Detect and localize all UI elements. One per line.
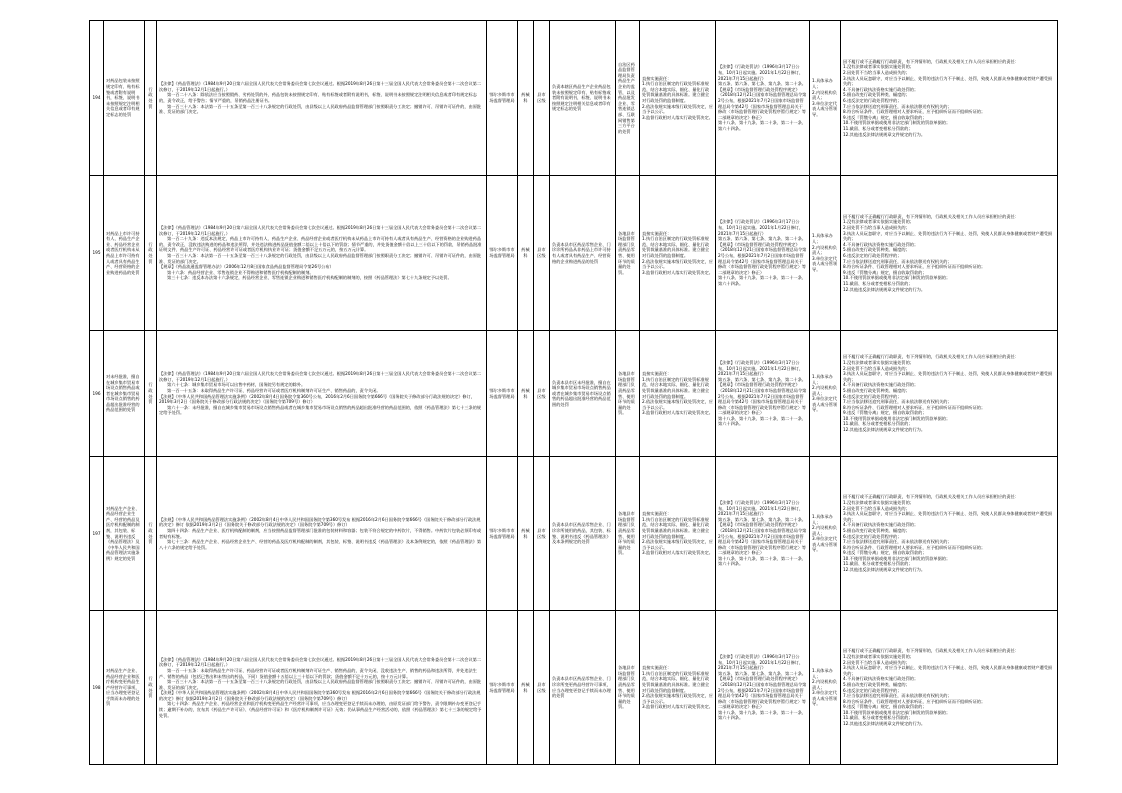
responsibility-items-text: 直接实施责任： 1.执行自治区制定的行政处罚标准规范，结合本地实际，细化、量化行政处罚裁量基准的具体标准。建立健全对行政处罚的监督制度。 2.依法依规实施本级行政处罚决定，应当予以公示。 3.监督行政相对人落实行政处罚决定。 — [642, 230, 713, 275]
implementing-subject-text: 鄂尔多斯市市场监督管理局 — [489, 247, 515, 258]
legal-basis-paragraph: 第七十三条：药品生产企业、药品经营企业生产、经营的药品及医疗机构配制的制剂，其包装、标签、说明书违反《药品管理法》及本条例规定的，依照《药品管理法》第八十六条的规定给予处罚。 — [159, 539, 482, 550]
row-number — [90, 611, 104, 765]
responsibility-items — [640, 457, 716, 611]
accountability-situations-text: 因不履行或不正确履行行政职责，有下列情形的，行政机关及相关工作人员应承担相应的责任： 1.没有法律或者事实依据实施处罚的； 2.因处罚不当给当事人造成损失的； 3.执法人员玩忽职守，对应当予以制止、处罚的违法行为不予制止、处罚，致使人民群众身体健康或者财产遭受损失的； 4.不具备行政执法资格实施行政处罚的； 5.擅自改变行政处罚种类、幅度的； 6.违反法定的行政处罚程序的； 7.应当依法移送追究刑事责任，而未依法移送有权机关的； 8.符合听证条件、行政管理相对人要求听证，应予组织听证而不组织听证的； 9.违反『罚缴分离』规定，擅自收取罚款的； 10.不使用罚款单据或使用非法定部门制发的罚款单据的； 11.截留、私分或者变相私分罚款的； 12.其他违反法律法规规章文件规定的行为。 — [843, 494, 1053, 573]
accountability-situations-text: 因不履行或不正确履行行政职责，有下列情形的，行政机关及相关工作人员应承担相应的责任： 1.没有法律或者事实依据实施处罚的； 2.因处罚不当给当事人造成损失的； 3.执法人员玩忽职守，对应当予以制止、处罚的违法行为不予制止、处罚，致使人民群众身体健康或者财产遭受损失的； 4.不具备行政执法资格实施行政处罚的； 5.擅自改变行政处罚种类、幅度的； 6.违反法定的行政处罚程序的； 7.应当依法移送追究刑事责任，而未依法移送有权机关的； 8.符合听证条件、行政管理相对人要求听证，应予组织听证而不组织听证的； 9.违反『罚缴分离』规定，擅自收取罚款的； 10.不使用罚款单据或使用非法定部门制发的罚款单据的； 11.截留、私分或者变相私分罚款的； 12.其他违反法律法规规章文件规定的行为。 — [843, 648, 1053, 727]
administrative-division — [616, 331, 640, 457]
legal-basis-paragraph: 【法规】《中华人民共和国药品管理法实施条例》（2002年8月4日中华人民共和国国务院令第360号发布 根据2016年2月6日国务院令第666号《国务院关于修改部分行政法规的决定》修订 依据2019年3月2日《国务院关于修改部分行政法规的决定》（国务院令第709号）修订） — [159, 690, 481, 701]
responsibility-items-text: 直接实施责任： 1.执行自治区制定的行政处罚标准规范，结合本地实际，细化、量化行政处罚裁量基准的具体标准。建立健全对行政处罚的监督制度。 2.依法依规实施本级行政处罚决定，应当予以公示。 3.监督行政相对人落实行政处罚决定。 — [642, 371, 713, 416]
table-row — [90, 457, 1058, 611]
administrative-division-text: 各地县市场监督管理部门负责药品零售、使用环节的质量的处罚。 — [618, 230, 635, 275]
duty-scope — [550, 21, 616, 176]
legal-basis-paragraph: 第一百三十八条：本法第一百一十五条至第一百三十八条规定的行政处罚，由县级以上人民政府药品监督管理部门按照职责分工决定；撤销许可、吊销许可证件的，由原批准、发证的部门决定。 — [159, 103, 482, 115]
item-type — [145, 21, 157, 176]
implementing-subject — [487, 176, 518, 331]
responsibility-items — [640, 176, 716, 331]
legal-basis-paragraph: 第一百二十九条：违反本法规定，药品上市许可持有人、药品生产企业、药品经营企业或者医疗机构未从药品上市许可持有人或者具有药品生产、经营资格的企业购进药品的，责令改正，没收违法购进的药品和违法所得，并处违法购进药品货值金额二倍以上十倍以下的罚款；情节严重的，并处货值金额十倍以上三十倍以下的罚款，吊销药品批准证明文件、药品生产许可证、药品经营许可证或者医疗机构执业许可证；货值金额不足五万元的，按五万元计算。 — [159, 236, 482, 253]
duty-scope-text: 负责本辖区药品生产企业药品包装未按照规定印有、贴有标签或者附有说明书，标签、说明书未按照规定注明相关信息或者印有规定标志的处罚 — [552, 84, 611, 112]
exercise-level-text: 县市区级 — [537, 387, 546, 399]
accountability-situations — [841, 611, 1058, 765]
legal-basis — [157, 331, 487, 457]
legal-basis-paragraph: 【规章】《药品流通监督管理办法》（2006年12月8日国家食品药品监督管理局令第26号公布） — [159, 264, 334, 270]
exercise-level — [534, 176, 550, 331]
responsible-department-text: 药械科 — [521, 681, 530, 693]
legal-basis-paragraph: 第一百三十八条：本法第一百一十五条至第一百三十八条规定的行政处罚，由县级以上人民政府药品监督管理部门按照职责分工决定；撤销许可、吊销许可证件的，由原批准、发证的部门决定。 — [159, 679, 482, 690]
item-name — [104, 21, 145, 176]
accountable-persons — [810, 331, 841, 457]
responsibility-items — [640, 21, 716, 176]
duty-scope — [550, 611, 616, 765]
accountable-persons-text: 1.具体承办人； 2.内设机构负责人； 3.单位法定代表人或分管领导。 — [812, 513, 838, 553]
exercise-level-text: 县市区级 — [537, 527, 546, 539]
duty-scope-text: 负责本县市区药品零售企业、门诊诊所变更药品经营许可事项，应当办理变更登记手续而未办理的处罚 — [552, 676, 611, 699]
implementing-subject — [487, 331, 518, 457]
duty-scope — [550, 176, 616, 331]
responsible-department — [518, 611, 534, 765]
item-name-text: 对药品包装未按照规定印有、贴有标签或者附有说明书，标签、说明书未按照规定注明相关信息或者印有规定标志的处罚 — [106, 78, 140, 117]
item-name-text: 对药品上市许可持有人、药品生产企业、药品经营企业或者医疗机构未从药品上市许可持有人或者具有药品生产、经营资格的企业购进药品的处罚 — [106, 230, 140, 275]
legal-basis-paragraph: 第十六条：药品经营企业、零售连锁企业不得购进和销售医疗机构配制的制剂。 — [167, 269, 314, 275]
legal-basis-paragraph: 【法律】《药品管理法》（1984年9月20日第六届全国人民代表大会常务委员会第七次会议通过。根据2019年8月26日第十三届全国人民代表大会常务委员会第十二次会议第二次修订，于2019年12月1日起施行。） — [159, 81, 482, 92]
duty-scope — [550, 331, 616, 457]
responsible-department-text: 药械科 — [521, 527, 530, 539]
accountability-situations — [841, 331, 1058, 457]
reference-basis — [716, 21, 810, 176]
accountability-situations — [841, 457, 1058, 611]
accountable-persons — [810, 21, 841, 176]
accountable-persons — [810, 457, 841, 611]
exercise-level-text: 县市区级 — [537, 681, 546, 693]
exercise-level — [534, 331, 550, 457]
administrative-division — [616, 21, 640, 176]
legal-basis-paragraph: 第一百三十八条：本法第一百一十五条至第一百三十八条规定的行政处罚，由县级以上人民政府药品监督管理部门按照职责分工决定；撤销许可、吊销许可证件的，由原批准、发证的部门决定。 — [159, 253, 482, 264]
responsibility-items-text: 直接实施责任： 1.执行自治区制定的行政处罚标准规范，结合本地实际，细化、量化行政处罚裁量基准的具体标准。建立健全对行政处罚的监督制度。 2.依法依规实施本级行政处罚决定，应当予以公示。 3.监督行政相对人落实行政处罚决定。 — [642, 511, 713, 556]
row-number-text: 196 — [92, 390, 101, 396]
reference-basis-text: 【法律】《行政处罚法》（1996年3月17日公布，10月1日起实施。2021年1月22日修订，2021年7月15日起施行） 第五条、第六条、第七条、第九条、第二十条。 【规章】《市场监督管理行政处罚程序规定》（2018年12月21日国家市场监督管理总局令第2号公布，根据2021年7月2日国家市场监督管理总局令第42号《国家市场监督管理总局关于修改〈市场监督管理行政处罚程序暂行规定〉等二部规章的决定》修正） 第十八条、第十九条、第二十条、第二十一条、第六十四条。 — [718, 499, 807, 567]
administrative-division-text: 各地县市场监督管理部门负责药品零售、使用环节的质量的处罚。 — [618, 371, 635, 416]
duty-scope-text: 负责本县市区药品零售企业、门诊诊所使用的药品，其包装、标签、说明书违反《药品管理法》及本条例规定的处罚 — [552, 522, 611, 545]
item-name — [104, 176, 145, 331]
accountable-persons — [810, 176, 841, 331]
item-name-text: 对未经批准，擅自在城乡集市贸易市场设点销售药品或者在城乡集市贸易市场设点销售的药品超出批准经营的药品范围的处罚 — [106, 373, 140, 413]
item-type-text: 行政处罚 — [148, 241, 153, 264]
responsibility-items — [640, 611, 716, 765]
implementing-subject-text: 鄂尔多斯市市场监督管理局 — [489, 92, 515, 103]
responsible-department-text: 药械科 — [521, 247, 530, 258]
exercise-level-text: 县市区级 — [537, 247, 546, 258]
reference-basis-text: 【法律】《行政处罚法》（1996年3月17日公布，10月1日起实施。2021年1月22日修订，2021年7月15日起施行） 第五条、第六条、第七条、第九条、第二十条。 【规章】《市场监督管理行政处罚程序规定》（2018年12月21日国家市场监督管理总局令第2号公布，根据2021年7月2日国家市场监督管理总局令第42号《国家市场监督管理总局关于修改〈市场监督管理行政处罚程序暂行规定〉等二部规章的决定》修正） 第十八条、第十九条、第二十条、第二十一条、第六十四条。 — [718, 359, 807, 427]
administrative-division — [616, 176, 640, 331]
accountability-situations — [841, 21, 1058, 176]
row-number — [90, 457, 104, 611]
legal-basis-paragraph: 【法规】《中华人民共和国药品管理法实施条例》（2002年8月4日国务院令第360号公布，2016年2月6日国务院令第666号《国务院关于修改部分行政法规的决定》修订，2019年3月2日《国务院关于修改部分行政法规的决定》（国务院令第709号）修订） — [159, 393, 475, 405]
legal-basis-paragraph: 第一百一十五条：未取得药品生产许可证、药品经营许可证或者医疗机构制剂许可证生产、销售药品的，责令关闭，没收违法生产、销售的药品和违法所得，并处违法生产、销售的药品（包括已售出和未售出的药品，下同）货值金额十五倍以上三十倍以下的罚款；货值金额不足十万元的，按十万元计算。 — [159, 667, 477, 679]
responsibility-items — [640, 331, 716, 457]
responsible-department — [518, 331, 534, 457]
item-type — [145, 457, 157, 611]
legal-basis-paragraph: 【法规】《中华人民共和国药品管理法实施条例》（2002年8月4日中华人民共和国国务院令第360号发布 根据2016年2月6日国务院令第666号《国务院关于修改部分行政法规的决定》修订 依据2019年3月2日《国务院关于修改部分行政法规的决定》（国务院令第709号）修订） — [159, 516, 481, 528]
administrative-division — [616, 457, 640, 611]
row-number-text: 197 — [92, 530, 101, 536]
item-type — [145, 176, 157, 331]
item-name-text: 对药品生产企业、药品经营企业生产、经营的药品及医疗机构配制的制剂，其包装、标签、说明书违反《药品管理法》及《中华人民共和国药品管理法实施条例》规定的处罚 — [106, 505, 140, 561]
reference-basis — [716, 176, 810, 331]
responsible-department — [518, 176, 534, 331]
responsibility-items-text: 直接实施责任： 1.执行自治区制定的行政处罚标准规范，结合本地实际，细化、量化行政处罚裁量基准的具体标准。建立健全对行政处罚的监督制度。 2.依法依规实施本级行政处罚决定，应当予以公示。 3.监督行政相对人落实行政处罚决定。 — [642, 665, 713, 710]
table-row — [90, 21, 1058, 176]
item-name-text: 对药品生产企业、药品经营企业和医疗机构变更药品生产经营许可事项，应当办理变更登记手续而未办理的处罚 — [106, 667, 140, 707]
administrative-division-text: 各地县市场监督管理部门负责药品零售、使用环节的质量的处罚。 — [618, 511, 635, 556]
item-type — [145, 611, 157, 765]
responsibility-list-sheet — [89, 20, 1057, 765]
row-number-text: 195 — [92, 250, 101, 256]
accountable-persons-text: 1.具体承办人； 2.内设机构负责人； 3.单位法定代表人或分管领导。 — [812, 373, 838, 413]
responsibility-table — [89, 20, 1058, 765]
administrative-division — [616, 611, 640, 765]
implementing-subject-text: 鄂尔多斯市市场监督管理局 — [489, 681, 515, 693]
legal-basis-paragraph: 第六十一条：未经批准，擅自在城乡集市贸易市场设点销售药品或者在城乡集市贸易市场设点销售的药品超出批准经营的药品范围的，依照《药品管理法》第七十三条的规定给予处罚。 — [159, 404, 482, 416]
row-number — [90, 176, 104, 331]
accountability-situations — [841, 176, 1058, 331]
item-type-text: 行政处罚 — [148, 676, 153, 699]
exercise-level — [534, 457, 550, 611]
reference-basis-text: 【法律】《行政处罚法》（1996年3月17日公布，10月1日起实施。2021年1月22日修订，2021年7月15日起施行） 第五条、第六条、第七条、第九条、第二十条。 【规章】《市场监督管理行政处罚程序规定》（2018年12月21日国家市场监督管理总局令第2号公布，根据2021年7月2日国家市场监督管理总局令第42号《国家市场监督管理总局关于修改〈市场监督管理行政处罚程序暂行规定〉等二部规章的决定》修正） 第十八条、第十九条、第二十条、第二十一条、第六十四条。 — [718, 653, 807, 721]
item-type-text: 行政处罚 — [148, 86, 153, 109]
item-name — [104, 457, 145, 611]
reference-basis — [716, 457, 810, 611]
legal-basis-paragraph: 第六十七条：城乡集市贸易市场可以出售中药材，国务院另有规定的除外。 — [167, 382, 306, 388]
exercise-level-text: 县市区级 — [537, 92, 546, 103]
administrative-division-text: 各地县市场监督管理部门负责药品零售、使用环节的质量的处罚。 — [618, 665, 635, 710]
legal-basis-paragraph: 【法律】《药品管理法》（1984年9月20日第六届全国人民代表大会常务委员会第七次会议通过。根据2019年8月26日第十三届全国人民代表大会常务委员会第十二次会议第二次修订，于2019年12月1日起施行。） — [159, 656, 482, 668]
legal-basis — [157, 457, 487, 611]
administrative-division-text: 自治区药品监督管理局负责药品生产企业的监管，以及药品批发企业、零售连锁总部、互联网销售第三方平台的处罚 — [618, 61, 635, 134]
legal-basis-paragraph: 第一百一十五条：未取得药品生产许可证、药品经营许可证或者医疗机构制剂许可证生产、销售药品的，责令关闭。 — [167, 387, 381, 393]
implementing-subject — [487, 21, 518, 176]
row-number — [90, 331, 104, 457]
exercise-level — [534, 21, 550, 176]
implementing-subject — [487, 457, 518, 611]
duty-scope-text: 负责本县市区未经批准，擅自在城乡集市贸易市场设点销售药品或者在城乡集市贸易市场设点销售的药品超出批准经营的药品范围的处罚 — [552, 379, 611, 407]
legal-basis-paragraph: 【法律】《药品管理法》（1984年9月20日第六届全国人民代表大会常务委员会第七次会议通过。根据2019年8月26日第十三届全国人民代表大会常务委员会第十二次会议第二次修订，于2019年12月1日起施行。） — [159, 225, 482, 236]
responsible-department-text: 药械科 — [521, 92, 530, 103]
accountable-persons — [810, 611, 841, 765]
table-row — [90, 611, 1058, 765]
implementing-subject-text: 鄂尔多斯市市场监督管理局 — [489, 387, 515, 399]
reference-basis — [716, 611, 810, 765]
item-name — [104, 331, 145, 457]
accountability-situations-text: 因不履行或不正确履行行政职责，有下列情形的，行政机关及相关工作人员应承担相应的责任： 1.没有法律或者事实依据实施处罚的； 2.因处罚不当给当事人造成损失的； 3.执法人员玩忽职守，对应当予以制止、处罚的违法行为不予制止、处罚，致使人民群众身体健康或者财产遭受损失的； 4.不具备行政执法资格实施行政处罚的； 5.擅自改变行政处罚种类、幅度的； 6.违反法定的行政处罚程序的； 7.应当依法移送追究刑事责任，而未依法移送有权机关的； 8.符合听证条件、行政管理相对人要求听证，应予组织听证而不组织听证的； 9.违反『罚缴分离』规定，擅自收取罚款的； 10.不使用罚款单据或使用非法定部门制发的罚款单据的； 11.截留、私分或者变相私分罚款的； 12.其他违反法律法规规章文件规定的行为。 — [843, 58, 1053, 137]
item-type-text: 行政处罚 — [148, 382, 153, 405]
legal-basis — [157, 611, 487, 765]
duty-scope-text: 负责本县市区药品零售企业、门诊诊所药品从非药品上市许可持有人或者具有药品生产、经营资格的企业购进药品的处罚 — [552, 241, 611, 264]
table-row — [90, 331, 1058, 457]
item-type-text: 行政处罚 — [148, 522, 153, 545]
implementing-subject-text: 鄂尔多斯市市场监督管理局 — [489, 527, 515, 539]
legal-basis-paragraph: 第四十四条：药品生产企业、医疗机构配制的制剂，应当按照药品监督管理部门批准的包装材料和容器；包装不符合规定的中药饮片，不得销售。中药饮片包装必须印有或者贴有标签。 — [159, 527, 482, 539]
item-name — [104, 611, 145, 765]
exercise-level — [534, 611, 550, 765]
duty-scope — [550, 457, 616, 611]
legal-basis-paragraph: 第七十四条：药品生产企业、药品经营企业和医疗机构变更药品生产经营许可事项，应当办理变更登记手续而未办理的，由原发证部门给予警告，责令限期补办变更登记手续；逾期不补办的，宣布其《药品生产许可证》、《药品经营许可证》和《医疗机构制剂许可证》无效；仍从事药品生产经营活动的，依照《药品管理法》第七十三条的规定给予处罚。 — [159, 701, 482, 718]
legal-basis — [157, 176, 487, 331]
accountable-persons-text: 1.具体承办人； 2.内设机构负责人； 3.单位法定代表人或分管领导。 — [812, 667, 838, 707]
legal-basis — [157, 21, 487, 176]
responsible-department — [518, 21, 534, 176]
accountability-situations-text: 因不履行或不正确履行行政职责，有下列情形的，行政机关及相关工作人员应承担相应的责任： 1.没有法律或者事实依据实施处罚的； 2.因处罚不当给当事人造成损失的； 3.执法人员玩忽职守，对应当予以制止、处罚的违法行为不予制止、处罚，致使人民群众身体健康或者财产遭受损失的； 4.不具备行政执法资格实施行政处罚的； 5.擅自改变行政处罚种类、幅度的； 6.违反法定的行政处罚程序的； 7.应当依法移送追究刑事责任，而未依法移送有权机关的； 8.符合听证条件、行政管理相对人要求听证，应予组织听证而不组织听证的； 9.违反『罚缴分离』规定，擅自收取罚款的； 10.不使用罚款单据或使用非法定部门制发的罚款单据的； 11.截留、私分或者变相私分罚款的； 12.其他违反法律法规规章文件规定的行为。 — [843, 354, 1053, 433]
responsibility-items-text: 直接实施责任： 1.执行自治区制定的行政处罚标准规范，结合本地实际，细化、量化行政处罚裁量基准的具体标准。建立健全对行政处罚的监督制度。 2.依法依规实施本级行政处罚决定，应当予以公示。 3.监督行政相对人落实行政处罚决定。 — [642, 75, 713, 120]
legal-basis-paragraph: 【法律】《药品管理法》（1984年9月20日第六届全国人民代表大会常务委员会第七次会议通过。根据2019年8月26日第十三届全国人民代表大会常务委员会第十二次会议第二次修订，于2019年12月1日起施行。） — [159, 371, 482, 382]
row-number-text: 198 — [92, 684, 101, 690]
reference-basis-text: 【法律】《行政处罚法》（1996年3月17日公布，10月1日起实施。2021年1月22日修订，2021年7月15日起施行） 第五条、第六条、第七条、第九条、第二十条。 【规章】《市场监督管理行政处罚程序规定》（2018年12月21日国家市场监督管理总局令第2号公布，根据2021年7月2日国家市场监督管理总局令第42号《国家市场监督管理总局关于修改〈市场监督管理行政处罚程序暂行规定〉等二部规章的决定》修正） 第十八条、第十九条、第二十条、第二十一条、第六十四条。 — [718, 219, 807, 286]
legal-basis-paragraph: 第一百二十八条：除依法应当按照假药、劣药处罚的外，药品包装未按照规定印有、贴有标签或者附有说明书，标签、说明书未按照规定注明相关信息或者印有规定标志的，责令改正，给予警告；情节严重的，吊销药品注册证书。 — [159, 92, 477, 103]
item-type — [145, 331, 157, 457]
implementing-subject — [487, 611, 518, 765]
accountable-persons-text: 1.具体承办人； 2.内设机构负责人； 3.单位法定代表人或分管领导。 — [812, 78, 838, 117]
responsible-department-text: 药械科 — [521, 387, 530, 399]
row-number-text: 194 — [92, 95, 101, 101]
responsible-department — [518, 457, 534, 611]
accountability-situations-text: 因不履行或不正确履行行政职责，有下列情形的，行政机关及相关工作人员应承担相应的责任： 1.没有法律或者事实依据实施处罚的； 2.因处罚不当给当事人造成损失的； 3.执法人员玩忽职守，对应当予以制止、处罚的违法行为不予制止、处罚，致使人民群众身体健康或者财产遭受损失的； 4.不具备行政执法资格实施行政处罚的； 5.擅自改变行政处罚种类、幅度的； 6.违反法定的行政处罚程序的； 7.应当依法移送追究刑事责任，而未依法移送有权机关的； 8.符合听证条件、行政管理相对人要求听证，应予组织听证而不组织听证的； 9.违反『罚缴分离』规定，擅自收取罚款的； 10.不使用罚款单据或使用非法定部门制发的罚款单据的； 11.截留、私分或者变相私分罚款的； 12.其他违反法律法规规章文件规定的行为。 — [843, 213, 1053, 292]
accountable-persons-text: 1.具体承办人； 2.内设机构负责人； 3.单位法定代表人或分管领导。 — [812, 233, 838, 272]
row-number — [90, 21, 104, 176]
reference-basis-text: 【法律】《行政处罚法》（1996年3月17日公布，10月1日起实施。2021年1月22日修订，2021年7月15日起施行） 第五条、第六条、第七条、第九条、第二十条。 【规章】《市场监督管理行政处罚程序规定》（2018年12月21日国家市场监督管理总局令第2号公布，根据2021年7月2日国家市场监督管理总局令第42号《国家市场监督管理总局关于修改〈市场监督管理行政处罚程序暂行规定〉等二部规章的决定》修正） 第十八条、第十九条、第二十条、第二十一条、第六十四条。 — [718, 64, 807, 131]
reference-basis — [716, 331, 810, 457]
table-row — [90, 176, 1058, 331]
legal-basis-paragraph: 第三十七条：违反本办法第十六条规定，药品经营企业、零售连锁企业购进和销售医疗机构配制的制剂的，按照《药品管理法》第七十九条规定予以处罚。 — [167, 275, 452, 281]
